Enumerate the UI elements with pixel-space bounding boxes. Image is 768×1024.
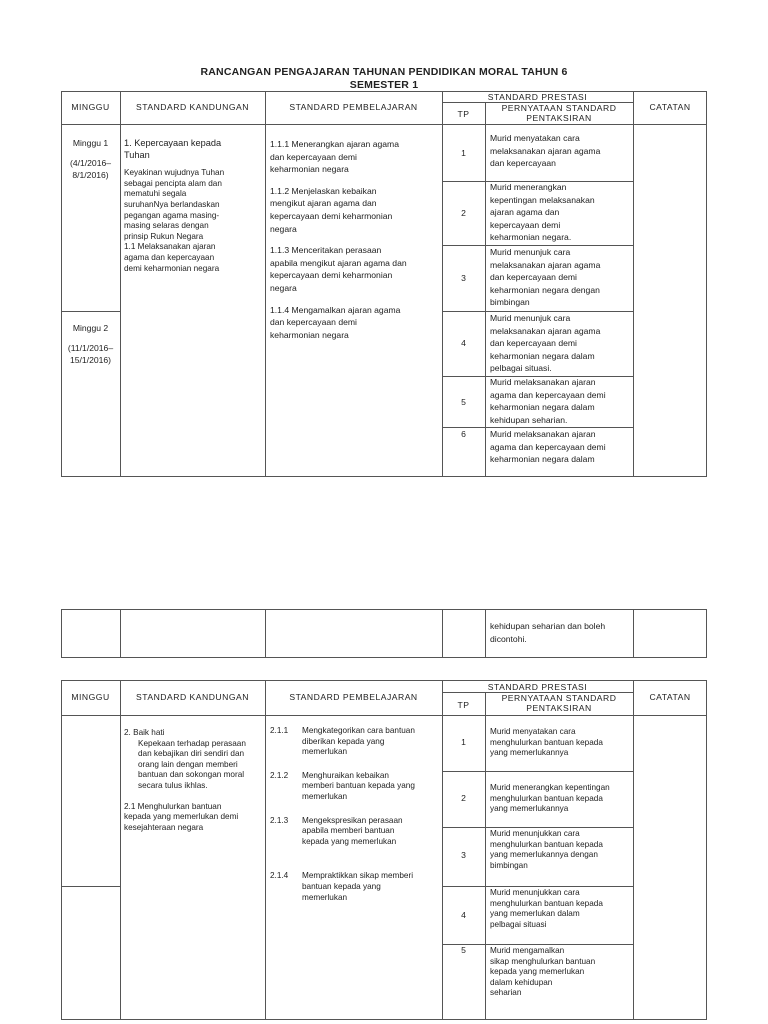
header-standard-pembelajaran: STANDARD PEMBELAJARAN <box>289 692 418 702</box>
pembelajaran-number: 2.1.3 <box>270 815 289 825</box>
pernyataan-text: Murid menyatakan cara melaksanakan ajaran agama dan kepercayaan <box>490 133 601 169</box>
week-2 <box>61 322 120 367</box>
standard-kandungan-cell <box>124 138 264 274</box>
row-divider <box>442 771 633 772</box>
standard-pembelajaran-cell <box>270 726 440 903</box>
document-title: RANCANGAN PENGAJARAN TAHUNAN PENDIDIKAN MORAL TAHUN 6 <box>200 66 568 78</box>
pembelajaran-text: Menghuraikan kebaikan memberi bantuan kepada yang memerlukan <box>302 770 415 801</box>
pembelajaran-number: 2.1.2 <box>270 770 289 780</box>
document-subtitle: SEMESTER 1 <box>349 79 419 91</box>
pernyataan-text: Murid menerangkan kepentingan melaksanakan ajaran agama dan kepercayaan demi keharmonian negara. <box>490 182 595 243</box>
header-minggu: MINGGU <box>71 692 110 702</box>
pembelajaran-text: Mengekspresikan perasaan apabila memberi bantuan kepada yang memerlukan <box>302 815 403 846</box>
tp-value: 2 <box>461 793 466 803</box>
pembelajaran-text: Mengkategorikan cara bantuan diberikan kepada yang memerlukan <box>302 726 415 757</box>
col-divider <box>265 680 266 1020</box>
pernyataan-text: Murid menunjuk cara melaksanakan ajaran agama dan kepercayaan demi keharmonian negara dengan bimbingan <box>490 247 601 308</box>
kandungan-body: Kepekaan terhadap perasaan dan kebajikan diri sendiri dan orang lain dengan memberi bantuan dan sokongan moral secara tulus ikhlas. <box>138 738 246 790</box>
pembelajaran-number: 2.1.1 <box>270 726 289 735</box>
header-standard-pembelajaran: STANDARD PEMBELAJARAN <box>289 102 418 112</box>
header-pernyataan: PERNYATAAN STANDARD PENTAKSIRAN <box>501 103 617 123</box>
week-dates: (4/1/2016– 8/1/2016) <box>69 157 112 181</box>
col-divider <box>120 609 121 658</box>
col-divider <box>120 91 121 477</box>
pernyataan-text: Murid melaksanakan ajaran agama dan kepercayaan demi keharmonian negara dalam kehidupan seharian. <box>490 377 606 425</box>
tp-value: 5 <box>461 945 466 955</box>
pernyataan-text: Murid menunjukkan cara menghulurkan bantuan kepada yang memerlukan dalam pelbagai situasi <box>490 888 603 929</box>
pembelajaran-item <box>270 816 440 848</box>
header-standard-kandungan: STANDARD KANDUNGAN <box>136 102 249 112</box>
header-tp: TP <box>457 109 470 119</box>
continuation-text: kehidupan seharian dan boleh dicontohi. <box>490 621 606 644</box>
pembelajaran-item <box>270 871 440 903</box>
header-standard-prestasi: STANDARD PRESTASI <box>487 92 588 102</box>
col-divider <box>633 609 634 658</box>
kandungan-body: Keyakinan wujudnya Tuhan sebagai pencipta alam dan mematuhi segala suruhanNya berlandaskan pegangan agama masing- masing selaras dengan prinsip Rukun Negara 1.1 Melaksanakan ajaran agama dan kepercayaan demi keharmonian negara <box>124 168 225 273</box>
week-label: Minggu 1 <box>72 138 109 148</box>
col-divider <box>633 680 634 1020</box>
pernyataan-text: Murid menerangkan kepentingan menghulurkan bantuan kepada yang memerlukannya <box>490 783 610 814</box>
pernyataan-text: Murid menunjuk cara melaksanakan ajaran agama dan kepercayaan demi keharmonian negara dalam pelbagai situasi. <box>490 313 601 374</box>
tp-value: 3 <box>461 850 466 860</box>
row-divider <box>442 886 633 887</box>
pernyataan-text: Murid mengamalkan sikap menghulurkan bantuan kepada yang memerlukan dalam kehidupan seharian <box>490 946 596 998</box>
pembelajaran-item: 1.1.1 Menerangkan ajaran agama dan kepercayaan demi keharmonian negara <box>270 139 399 175</box>
header-standard-prestasi: STANDARD PRESTASI <box>487 682 588 692</box>
col-divider <box>485 102 486 477</box>
week-dates: (11/1/2016– 15/1/2016) <box>67 342 114 366</box>
standard-pembelajaran-cell <box>270 138 440 341</box>
week-1 <box>61 137 120 182</box>
tp-value: 4 <box>461 910 466 920</box>
col-divider <box>442 609 443 658</box>
header-divider <box>61 124 707 125</box>
col-divider <box>265 609 266 658</box>
pembelajaran-number: 2.1.4 <box>270 871 289 881</box>
tp-value: 5 <box>461 397 466 407</box>
pernyataan-text: Murid menunjukkan cara menghulurkan bantuan kepada yang memerlukannya dengan bimbingan <box>490 829 603 870</box>
pernyataan-text: Murid melaksanakan ajaran agama dan kepercayaan demi keharmonian negara dalam <box>490 429 606 465</box>
header-catatan: CATATAN <box>649 692 691 702</box>
col-divider <box>485 692 486 1020</box>
standard-kandungan-cell <box>124 728 264 833</box>
week-label: Minggu 2 <box>72 323 109 333</box>
header-standard-kandungan: STANDARD KANDUNGAN <box>136 692 249 702</box>
col-divider <box>265 91 266 477</box>
pembelajaran-text: Mempraktikkan sikap memberi bantuan kepada yang memerlukan <box>302 871 414 902</box>
kandungan-title: 2. Baik hati <box>124 728 165 737</box>
tp-value: 4 <box>461 338 466 348</box>
header-tp: TP <box>457 700 470 710</box>
kandungan-sub: 2.1 Menghulurkan bantuan kepada yang memerlukan demi kesejahteraan negara <box>124 801 239 832</box>
tp-value: 1 <box>461 148 466 158</box>
pernyataan-text: Murid menyatakan cara menghulurkan bantuan kepada yang memerlukannya <box>490 727 603 758</box>
pembelajaran-item: 1.1.2 Menjelaskan kebaikan mengikut ajaran agama dan kepercayaan demi keharmonian negara <box>270 185 393 234</box>
col-divider <box>120 680 121 1020</box>
tp-value: 2 <box>461 208 466 218</box>
pembelajaran-item: 1.1.4 Mengamalkan ajaran agama dan kepercayaan demi keharmonian negara <box>270 304 401 340</box>
col-divider <box>485 609 486 658</box>
header-divider <box>61 715 707 716</box>
tp-value: 6 <box>461 429 466 439</box>
row-divider <box>61 886 120 887</box>
pembelajaran-item <box>270 771 440 803</box>
tp-value: 3 <box>461 273 466 283</box>
header-minggu: MINGGU <box>71 102 110 112</box>
row-divider <box>442 827 633 828</box>
header-catatan: CATATAN <box>649 102 691 112</box>
tp-value: 1 <box>461 737 466 747</box>
pembelajaran-item: 1.1.3 Menceritakan perasaan apabila mengikut ajaran agama dan kepercayaan demi keharmonian negara <box>270 245 407 293</box>
col-divider <box>633 91 634 477</box>
pembelajaran-item <box>270 726 440 758</box>
header-pernyataan: PERNYATAAN STANDARD PENTAKSIRAN <box>501 693 617 713</box>
row-divider <box>61 311 120 312</box>
kandungan-title: 1. Kepercayaan kepada Tuhan <box>124 138 222 160</box>
